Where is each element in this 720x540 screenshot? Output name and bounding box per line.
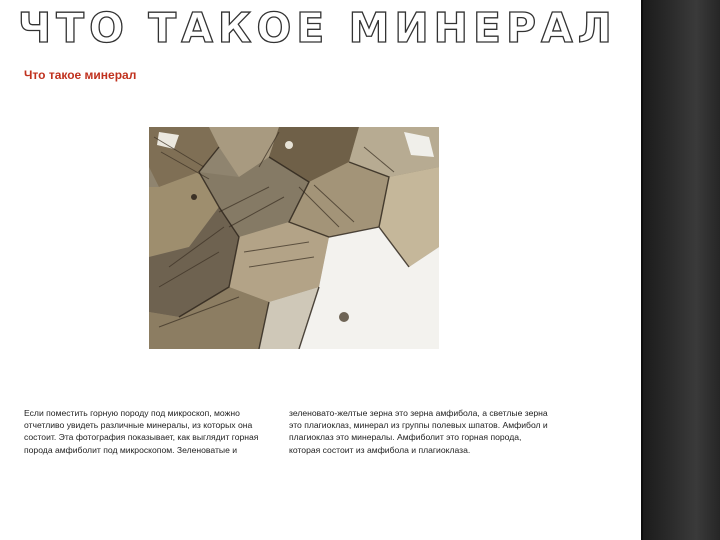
amphibolite-micrograph [149,127,439,349]
slide-title: ЧТО ТАКОЕ МИНЕРАЛ [18,4,617,52]
slide-subtitle: Что такое минерал [24,68,137,82]
body-text-left: Если поместить горную породу под микроскоп, можно отчетливо увидеть различные минералы, из которых она состоит. Эта фотография показывает, как выглядит горная порода амфиболит под микроскопом. Зеленоватые и [24,408,259,455]
body-text-right: зеленовато-желтые зерна это зерна амфибола, а светлые зерна это плагиоклаз, минерал из группы полевых шпатов. Амфибол и плагиоклаз это минералы. Амфиболит это горная порода, которая состоит из амфибола и плагиоклаза. [289,408,548,455]
decorative-side-strip [641,0,720,540]
